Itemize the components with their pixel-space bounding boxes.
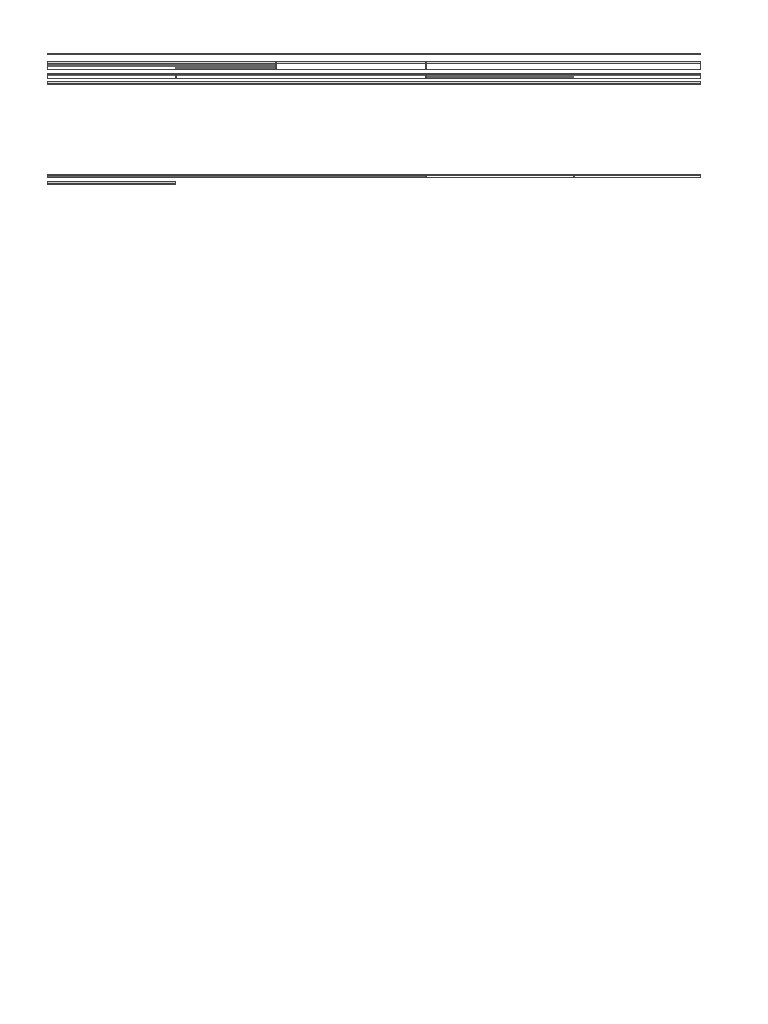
jumps-row — [47, 73, 701, 80]
circuit-b-label — [176, 176, 274, 177]
workout-sheet — [47, 53, 701, 185]
circuit-a-label — [48, 176, 175, 177]
general-strength-title — [48, 82, 700, 84]
gymnastics-block — [426, 61, 701, 70]
horizontal-bounds-block — [426, 73, 701, 80]
jav-lift-block — [426, 174, 574, 179]
throw-row — [47, 61, 701, 70]
mercury-label — [48, 75, 175, 76]
uranus-label — [574, 75, 700, 76]
level-5-label — [176, 67, 275, 69]
level-2-label — [48, 65, 175, 67]
gymnastics-title — [427, 62, 700, 64]
bodybuilding-row — [47, 174, 701, 179]
prehab-title — [48, 182, 175, 184]
venus-label — [177, 75, 275, 76]
multiple-throw-block — [47, 61, 276, 70]
advanced-jav-block — [574, 174, 701, 179]
jav-running-block — [276, 61, 426, 70]
circuit-c-label — [276, 176, 425, 177]
advanced-jav-title — [575, 175, 700, 177]
bodybuilding-block — [47, 174, 426, 179]
prehab-block — [47, 181, 176, 185]
in-place-block — [176, 73, 426, 80]
pluto-label — [427, 76, 573, 78]
mars-label — [276, 75, 425, 76]
jav-lift-title — [427, 175, 573, 177]
mercury-block — [47, 73, 176, 80]
jav-running-title — [277, 62, 425, 64]
